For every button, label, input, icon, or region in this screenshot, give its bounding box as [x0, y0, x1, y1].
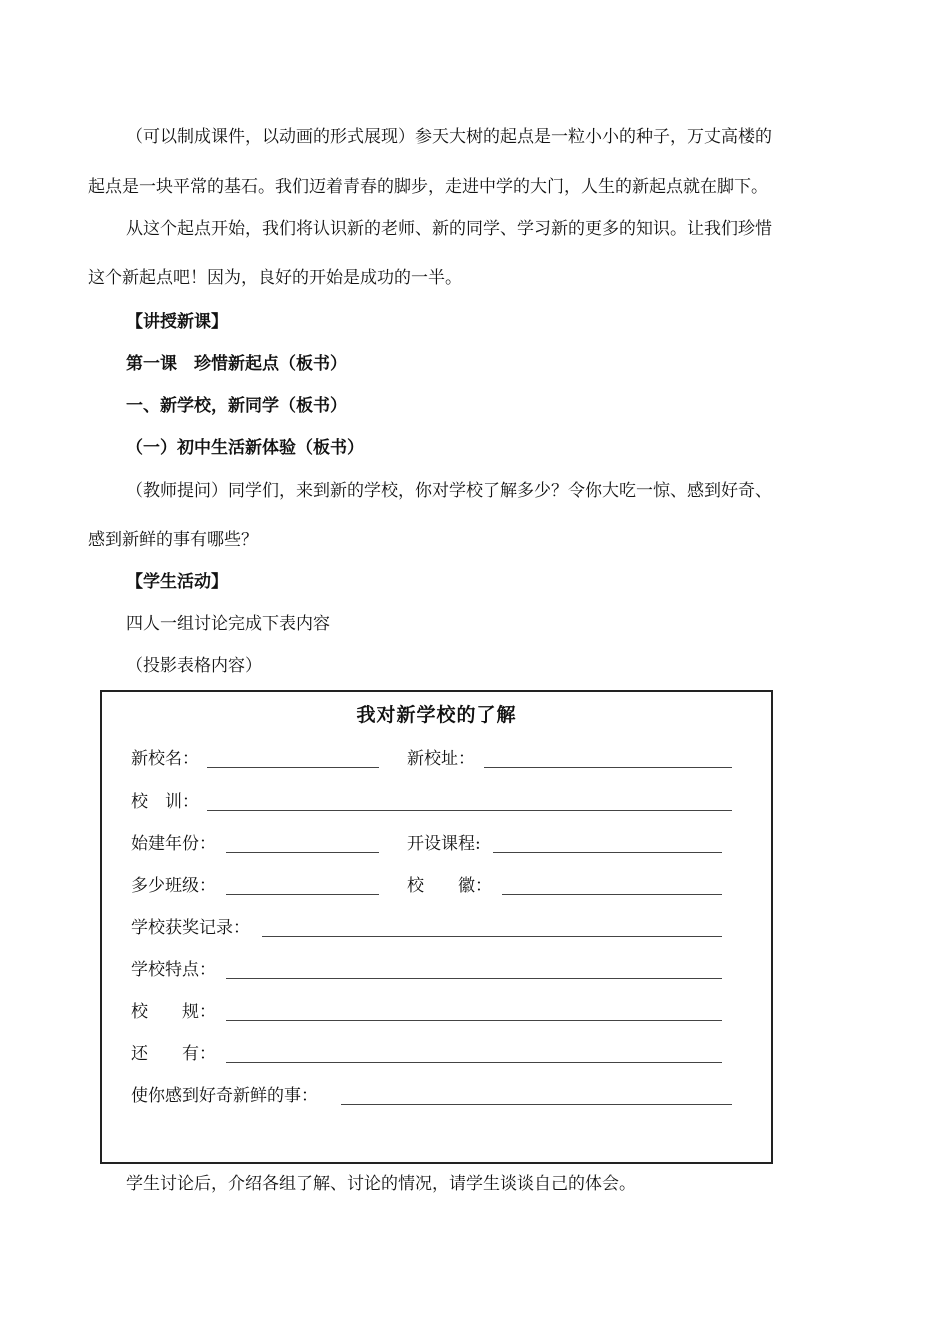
label-class-count: 多少班级：: [131, 876, 216, 896]
label-courses: 开设课程:: [407, 834, 481, 854]
label-emblem: 校 徽：: [407, 876, 492, 896]
label-school-address: 新校址：: [407, 749, 475, 769]
blank-courses[interactable]: [493, 852, 722, 853]
blank-features[interactable]: [226, 978, 722, 979]
label-founded-year: 始建年份：: [131, 834, 216, 854]
blank-motto[interactable]: [207, 810, 732, 811]
subsection-heading: （一）初中生活新体验（板书）: [126, 438, 364, 458]
blank-emblem[interactable]: [502, 894, 722, 895]
label-others: 还 有：: [131, 1044, 216, 1064]
school-info-form: [100, 690, 773, 1164]
paragraph-start-line1: 从这个起点开始，我们将认识新的老师、新的同学、学习新的更多的知识。让我们珍惜: [126, 219, 772, 239]
heading-student-activity: 【学生活动】: [126, 572, 228, 592]
closing-paragraph: 学生讨论后，介绍各组了解、讨论的情况，请学生谈谈自己的体会。: [126, 1174, 636, 1194]
blank-founded-year[interactable]: [226, 852, 379, 853]
blank-awards[interactable]: [262, 936, 722, 937]
label-motto: 校 训：: [131, 792, 199, 812]
label-curious-things: 使你感到好奇新鲜的事：: [131, 1086, 318, 1106]
label-rules: 校 规：: [131, 1002, 216, 1022]
lesson-title: 第一课 珍惜新起点（板书）: [126, 354, 347, 374]
question-line1: （教师提问）同学们，来到新的学校，你对学校了解多少？令你大吃一惊、感到好奇、: [126, 481, 772, 501]
paragraph-intro-line2: 起点是一块平常的基石。我们迈着青春的脚步，走进中学的大门，人生的新起点就在脚下。: [88, 177, 768, 197]
activity-instruction: 四人一组讨论完成下表内容: [126, 614, 330, 634]
label-school-name: 新校名：: [131, 749, 199, 769]
blank-school-name[interactable]: [207, 767, 379, 768]
paragraph-intro-line1: （可以制成课件，以动画的形式展现）参天大树的起点是一粒小小的种子，万丈高楼的: [126, 127, 772, 147]
label-features: 学校特点：: [131, 960, 216, 980]
label-awards: 学校获奖记录：: [131, 918, 250, 938]
projection-note: （投影表格内容）: [126, 656, 262, 676]
section-heading: 一、新学校，新同学（板书）: [126, 396, 347, 416]
blank-class-count[interactable]: [226, 894, 379, 895]
form-title: 我对新学校的了解: [356, 704, 517, 726]
blank-curious-things[interactable]: [341, 1104, 732, 1105]
question-line2: 感到新鲜的事有哪些？: [88, 530, 258, 550]
blank-school-address[interactable]: [484, 767, 732, 768]
blank-others[interactable]: [226, 1062, 722, 1063]
heading-new-lesson: 【讲授新课】: [126, 312, 228, 332]
paragraph-start-line2: 这个新起点吧！因为，良好的开始是成功的一半。: [88, 268, 462, 288]
blank-rules[interactable]: [226, 1020, 722, 1021]
